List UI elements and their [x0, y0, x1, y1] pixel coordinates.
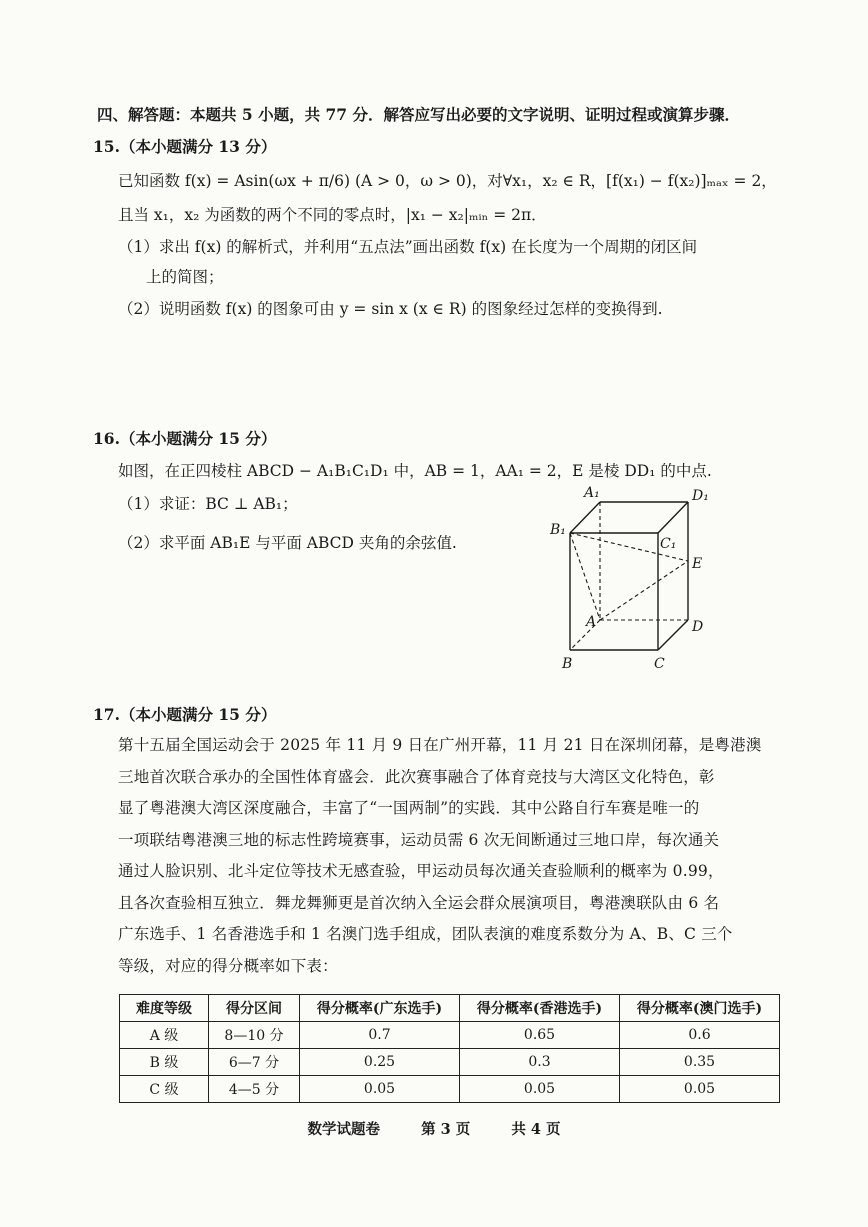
header-difficulty: 难度等级 — [120, 995, 209, 1022]
q15-part1-b: 上的简图； — [146, 268, 224, 286]
label-C1: C₁ — [660, 536, 677, 552]
q17-line: 广东选手、1 名香港选手和 1 名澳门选手组成，团队表演的难度系数分为 A、B、C 三个 — [118, 925, 733, 943]
header-prob-macau: 得分概率(澳门选手) — [620, 995, 780, 1022]
q15-part1-a: （1）求出 f(x) 的解析式，并利用“五点法”画出函数 f(x) 在长度为一个周期的闭区间 — [118, 238, 698, 256]
q16-title: 16.（本小题满分 15 分） — [93, 429, 277, 448]
q17-paragraph — [118, 730, 768, 982]
q17-title: 17.（本小题满分 15 分） — [93, 705, 277, 724]
label-E: E — [692, 556, 703, 572]
header-prob-guangdong: 得分概率(广东选手) — [300, 995, 460, 1022]
score-probability-table — [119, 994, 780, 1103]
table-cell: 0.25 — [300, 1049, 460, 1076]
q17-line: 且各次查验相互独立．舞龙舞狮更是首次纳入全运会群众展演项目，粤港澳联队由 6 名 — [118, 893, 720, 912]
label-C: C — [654, 656, 665, 672]
table-cell: 0.35 — [620, 1049, 780, 1076]
table-cell: 0.05 — [300, 1076, 460, 1103]
prism-figure — [540, 480, 730, 675]
table-cell: 6—7 分 — [209, 1049, 300, 1076]
q17-line: 显了粤港澳大湾区深度融合，丰富了“一国两制”的实践．其中公路自行车赛是唯一的 — [118, 799, 700, 817]
q16-part1: （1）求证：BC ⊥ AB₁； — [118, 495, 298, 513]
q17-line: 一项联结粤港澳三地的标志性跨境赛事，运动员需 6 次无间断通过三地口岸，每次通关 — [118, 830, 720, 849]
table-cell: 0.6 — [620, 1022, 780, 1049]
label-A1: A₁ — [584, 485, 600, 501]
q17-line: 等级，对应的得分概率如下表： — [118, 956, 338, 975]
header-prob-hongkong: 得分概率(香港选手) — [460, 995, 620, 1022]
label-D: D — [692, 619, 704, 635]
table-cell: 0.05 — [620, 1076, 780, 1103]
table-cell: 0.05 — [460, 1076, 620, 1103]
label-B: B — [562, 656, 573, 672]
footer-name: 数学试题卷 — [307, 1121, 380, 1138]
label-A: A — [586, 614, 597, 630]
q17-line: 三地首次联合承办的全国性体育盛会．此次赛事融合了体育竞技与大湾区文化特色，彰 — [118, 767, 715, 786]
table-cell: B 级 — [120, 1049, 209, 1076]
table-row — [120, 1022, 780, 1049]
table-row — [120, 1049, 780, 1076]
q16-part2: （2）求平面 AB₁E 与平面 ABCD 夹角的余弦值. — [118, 534, 457, 552]
table-cell: 4—5 分 — [209, 1076, 300, 1103]
label-B1: B₁ — [550, 522, 566, 538]
page-footer — [0, 1118, 868, 1139]
table-cell: 0.7 — [300, 1022, 460, 1049]
table-row — [120, 1076, 780, 1103]
q17-line: 第十五届全国运动会于 2025 年 11 月 9 日在广州开幕，11 月 21 日在深圳闭幕，是粤港澳 — [118, 736, 762, 754]
table-cell: 0.3 — [460, 1049, 620, 1076]
label-D1: D₁ — [692, 488, 709, 504]
q16-line1: 如图，在正四棱柱 ABCD − A₁B₁C₁D₁ 中，AB = 1，AA₁ = 2，E 是棱 DD₁ 的中点. — [118, 462, 712, 480]
footer-total: 共 4 页 — [511, 1121, 561, 1138]
q17-line: 通过人脸识别、北斗定位等技术无感查验，甲运动员每次通关查验顺利的概率为 0.99， — [118, 862, 724, 880]
table-cell: 0.65 — [460, 1022, 620, 1049]
footer-page: 第 3 页 — [421, 1121, 471, 1138]
table-cell: A 级 — [120, 1022, 209, 1049]
table-cell: 8—10 分 — [209, 1022, 300, 1049]
table-cell: C 级 — [120, 1076, 209, 1103]
q15-part2: （2）说明函数 f(x) 的图象可由 y = sin x (x ∈ R) 的图象经过怎样的变换得到. — [118, 300, 663, 318]
q15-line2: 且当 x₁，x₂ 为函数的两个不同的零点时，|x₁ − x₂|ₘᵢₙ = 2π． — [118, 206, 547, 224]
header-score-range: 得分区间 — [209, 995, 300, 1022]
table-header-row — [120, 995, 780, 1022]
section-heading: 四、解答题：本题共 5 小题，共 77 分．解答应写出必要的文字说明、证明过程或演算步骤． — [97, 105, 740, 124]
q15-line1: 已知函数 f(x) = Asin(ωx + π/6) (A > 0，ω > 0)，对∀x₁，x₂ ∈ R，[f(x₁) − f(x₂)]ₘₐₓ = 2， — [118, 172, 777, 190]
q15-title: 15.（本小题满分 13 分） — [93, 137, 277, 156]
